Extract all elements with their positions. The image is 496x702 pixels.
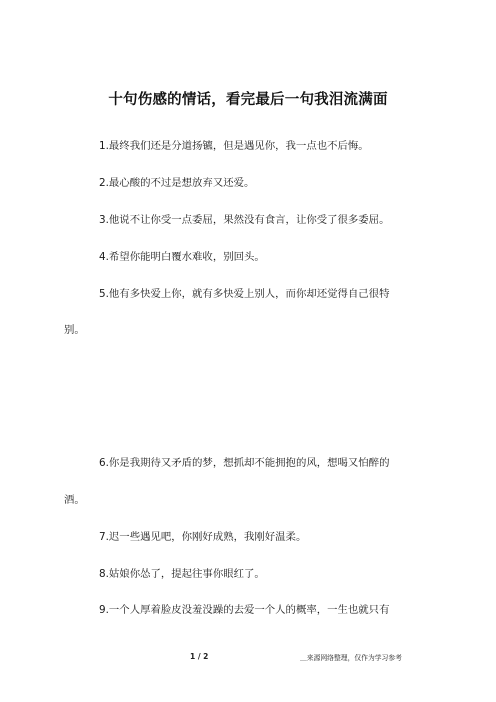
- page-number: 1 / 2: [190, 652, 209, 661]
- item-5-continuation: 别。: [64, 324, 85, 336]
- item-1-line: 1.最终我们还是分道扬镳，但是遇见你，我一点也不后悔。: [99, 140, 369, 152]
- item-9-line: 9.一个人厚着脸皮没羞没躁的去爱一个人的概率，一生也就只有: [99, 604, 390, 616]
- item-4-line: 4.希望你能明白覆水难收，别回头。: [99, 251, 265, 263]
- item-5-line: 5.他有多快爱上你，就有多快爱上别人，而你却还觉得自己很特: [99, 288, 390, 300]
- item-2-line: 2.最心酸的不过是想放弃又还爱。: [99, 177, 255, 189]
- document-title: 十句伤感的情话，看完最后一句我泪流满面: [108, 91, 388, 108]
- item-3-line: 3.他说不让你受一点委屈，果然没有食言，让你受了很多委屈。: [99, 214, 390, 226]
- item-6-continuation: 酒。: [64, 494, 85, 506]
- footer-source-note: ＿来源网络整理，仅作为学习参考: [300, 654, 402, 662]
- item-7-line: 7.迟一些遇见吧，你刚好成熟，我刚好温柔。: [99, 531, 307, 543]
- item-6-line: 6.你是我期待又矛盾的梦，想抓却不能拥抱的风，想喝又怕醉的: [99, 457, 390, 469]
- item-8-line: 8.姑娘你怂了，提起往事你眼红了。: [99, 568, 265, 580]
